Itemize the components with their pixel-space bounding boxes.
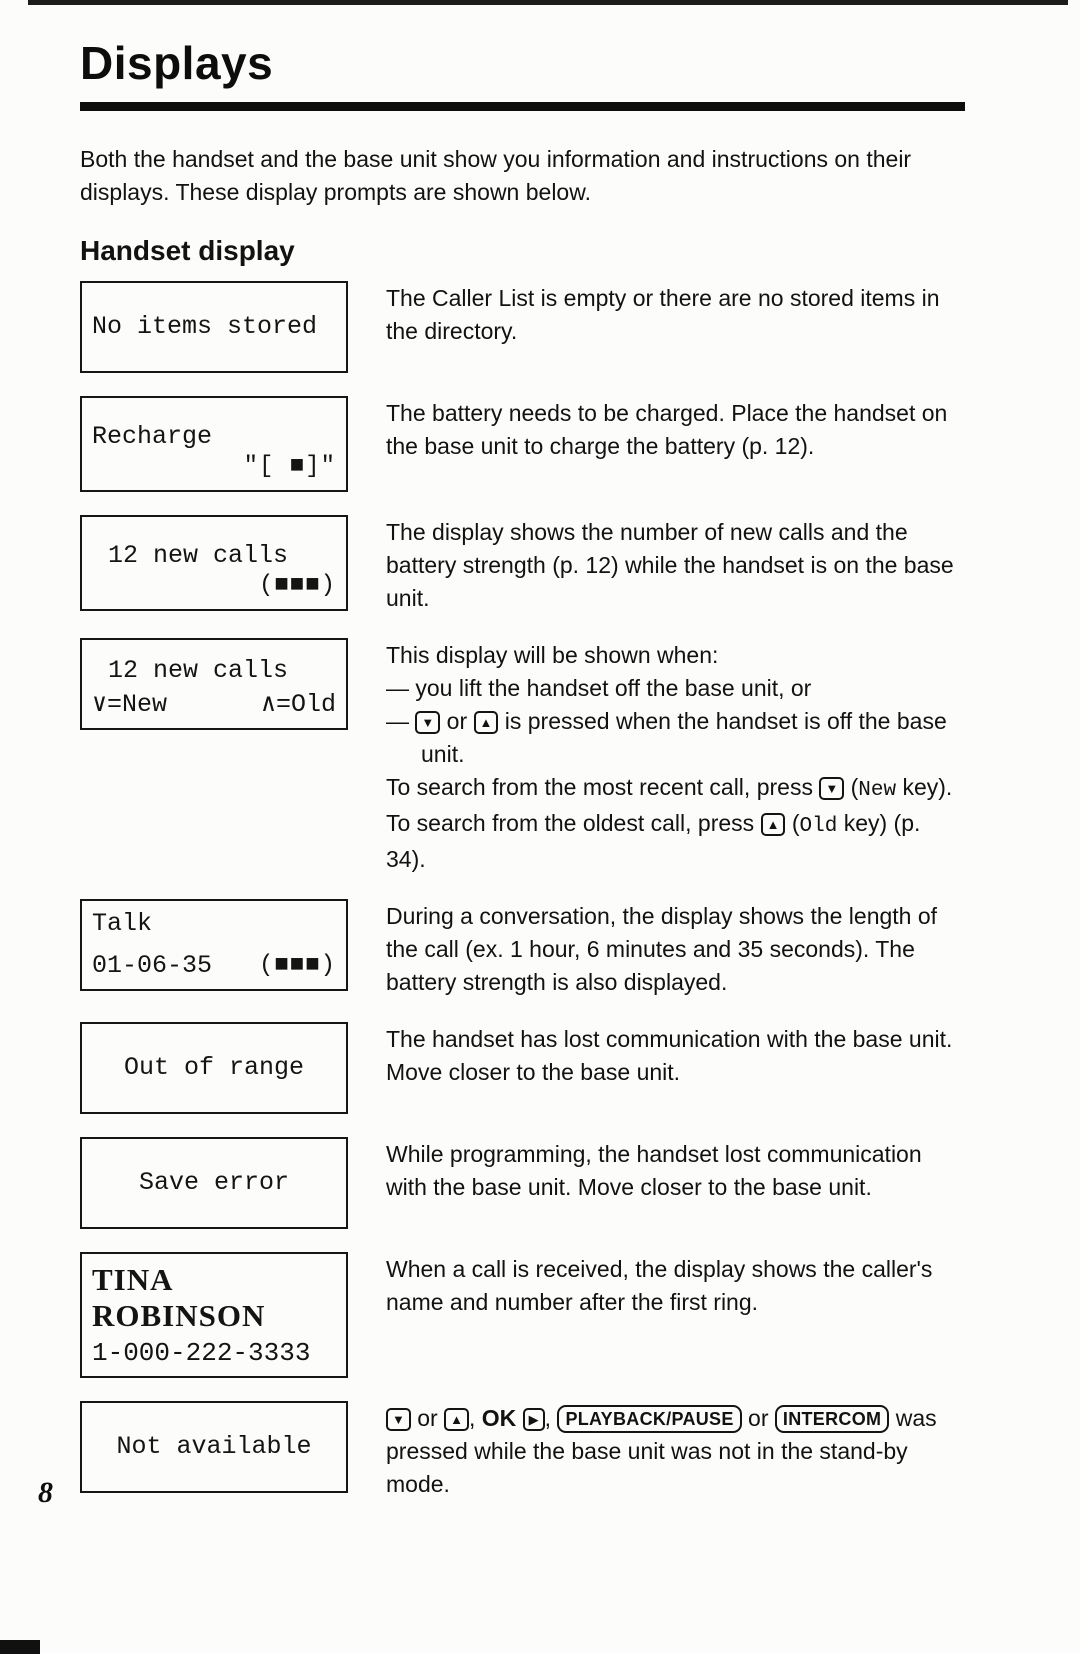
description-text: While programming, the handset lost communication with the base unit. Move closer to the base unit.	[386, 1141, 922, 1200]
section-heading-handset-display: Handset display	[80, 235, 295, 266]
playback-pause-key: PLAYBACK/PAUSE	[557, 1405, 741, 1433]
text-segment: was pressed while the base unit was not in the stand-by mode.	[386, 1405, 937, 1497]
description-talk	[386, 899, 965, 999]
down-arrow-key-icon: ▼	[415, 711, 440, 734]
lcd-box-new-calls-list	[80, 638, 348, 730]
display-row-new-calls-list	[80, 638, 965, 876]
manual-page	[80, 36, 965, 1524]
lcd-text: Out of range	[123, 1053, 305, 1082]
lcd-box-recharge	[80, 396, 348, 492]
lcd-text: Talk	[92, 909, 153, 938]
display-row-recharge	[80, 396, 965, 492]
display-row-not-available	[80, 1401, 965, 1501]
scan-artifact-top	[28, 0, 1068, 5]
description-bullet-2	[386, 705, 965, 771]
lcd-box-caller-id	[80, 1252, 348, 1378]
display-row-no-items	[80, 281, 965, 373]
search-text-5: key) (p. 34).	[386, 810, 921, 872]
display-row-talk	[80, 899, 965, 999]
search-text-4: (	[785, 810, 800, 836]
description-text	[386, 1402, 965, 1501]
display-row-out-of-range	[80, 1022, 965, 1114]
intercom-key: INTERCOM	[775, 1405, 889, 1433]
search-text-3: key). To search from the oldest call, press	[386, 774, 953, 836]
description-out-of-range	[386, 1022, 965, 1089]
description-text: When a call is received, the display shows the caller's name and number after the first ring.	[386, 1256, 933, 1315]
ok-key-label: OK	[481, 1405, 517, 1431]
text-segment	[516, 1405, 522, 1431]
page-number: 8	[38, 1476, 53, 1509]
text-segment: or	[741, 1405, 775, 1431]
lcd-text: 12 new calls	[108, 541, 289, 570]
up-arrow-key-icon: ▲	[444, 1408, 469, 1431]
lcd-box-out-of-range	[80, 1022, 348, 1114]
new-key-label: New	[858, 779, 897, 802]
lcd-box-talk	[80, 899, 348, 991]
lcd-box-new-calls-base	[80, 515, 348, 611]
bullet-text: is pressed when the handset is off the base unit.	[421, 708, 947, 767]
battery-full-icon: (■■■)	[258, 952, 336, 979]
call-timer: 01-06-35	[92, 951, 213, 980]
description-not-available	[386, 1401, 965, 1501]
lcd-old-label: ∧=Old	[260, 690, 336, 719]
text-segment: ,	[544, 1405, 558, 1431]
lcd-box-no-items	[80, 281, 348, 373]
description-text: The handset has lost communication with the base unit. Move closer to the base unit.	[386, 1026, 953, 1085]
text-segment: or	[410, 1405, 445, 1431]
up-arrow-key-icon: ▲	[761, 813, 786, 836]
display-row-save-error	[80, 1137, 965, 1229]
lcd-new-label: ∨=New	[92, 690, 168, 719]
display-row-caller-id	[80, 1252, 965, 1378]
description-new-calls-base	[386, 515, 965, 615]
description-text: The battery needs to be charged. Place the handset on the base unit to charge the battery (p. 12).	[386, 400, 948, 459]
description-intro: This display will be shown when:	[386, 642, 719, 668]
caller-name: TINA ROBINSON	[92, 1262, 266, 1333]
lcd-box-not-available	[80, 1401, 348, 1493]
scan-artifact-bottom	[0, 1640, 40, 1654]
description-search	[386, 771, 965, 876]
text-segment: ,	[468, 1405, 482, 1431]
title-rule	[80, 102, 965, 111]
description-text: The display shows the number of new calls and the battery strength (p. 12) while the handset is on the base unit.	[386, 519, 954, 611]
description-bullet-1: — you lift the handset off the base unit, or	[386, 675, 812, 701]
description-save-error	[386, 1137, 965, 1204]
lcd-text: 12 new calls	[108, 656, 289, 685]
lcd-text: No items stored	[92, 312, 318, 341]
description-text: The Caller List is empty or there are no stored items in the directory.	[386, 285, 940, 344]
lcd-text: Recharge	[92, 422, 213, 451]
lcd-text: Save error	[138, 1168, 290, 1197]
description-new-calls-list	[386, 638, 965, 876]
down-arrow-key-icon: ▼	[819, 777, 844, 800]
right-arrow-key-icon: ▶	[523, 1408, 545, 1431]
intro-text: Both the handset and the base unit show you information and instructions on their displays. These display prompts are shown below.	[80, 146, 912, 205]
search-text-2: (	[844, 774, 859, 800]
description-no-items	[386, 281, 965, 348]
bullet-or: or	[440, 708, 474, 734]
battery-low-icon: ″[ ■]″	[243, 453, 336, 480]
bullet-dash: —	[386, 708, 416, 734]
lcd-box-save-error	[80, 1137, 348, 1229]
lcd-second-line	[92, 690, 336, 720]
down-arrow-key-icon: ▼	[386, 1408, 411, 1431]
description-text: During a conversation, the display shows the length of the call (ex. 1 hour, 6 minutes and 35 seconds). The battery strength is also displayed.	[386, 903, 938, 995]
battery-full-icon: (■■■)	[258, 572, 336, 599]
lcd-second-line	[92, 951, 336, 981]
lcd-text: Not available	[116, 1432, 312, 1461]
description-recharge	[386, 396, 965, 463]
up-arrow-key-icon: ▲	[474, 711, 499, 734]
page-title: Displays	[80, 37, 274, 89]
display-row-new-calls-base	[80, 515, 965, 615]
caller-number: 1-000-222-3333	[92, 1338, 311, 1368]
description-caller-id	[386, 1252, 965, 1319]
search-text-1: To search from the most recent call, press	[386, 774, 820, 800]
old-key-label: Old	[799, 815, 838, 838]
